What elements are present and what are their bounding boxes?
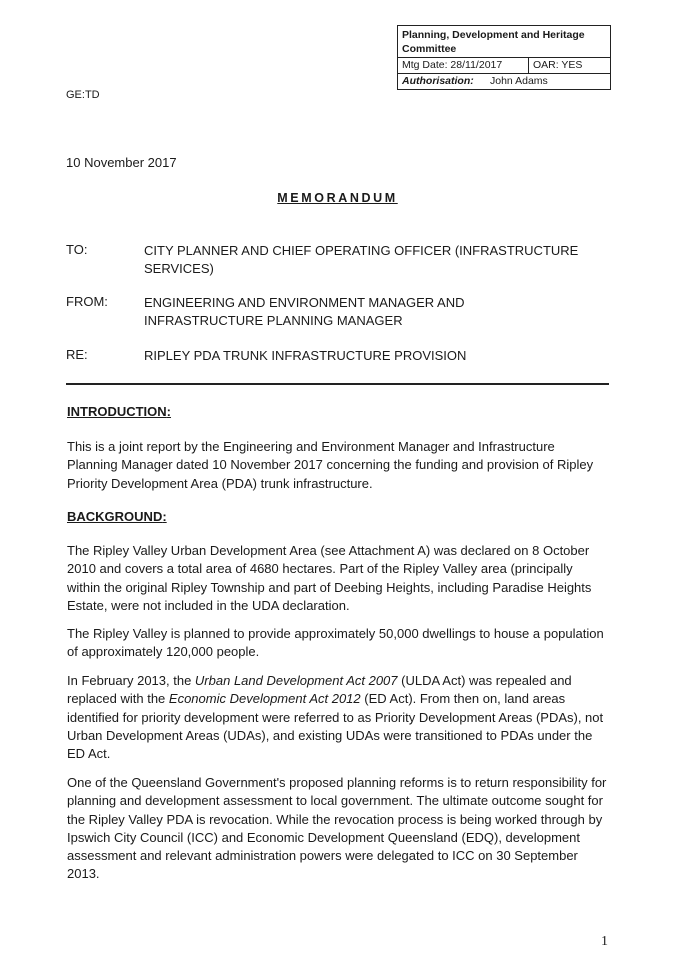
background-paragraph-3: [67, 672, 607, 763]
background-paragraph-4: One of the Queensland Government's proposed planning reforms is to return responsibility for planning and development assessment to local government. The ultimate outcome sought for the Ripley Valley PDA is revocation. While the revocation process is being worked through by Ipswich City Council (ICC) and Economic Development Queensland (EDQ), development assessment and relevant administration powers were delegated to ICC on 30 September 2013.: [67, 775, 607, 882]
from-value: ENGINEERING AND ENVIRONMENT MANAGER AND INFRASTRUCTURE PLANNING MANAGER: [144, 295, 465, 328]
p3-act-1: Urban Land Development Act 2007: [194, 673, 398, 688]
re-value: RIPLEY PDA TRUNK INFRASTRUCTURE PROVISION: [144, 348, 467, 363]
memo-title-text: MEMORANDUM: [277, 191, 398, 205]
background-heading-text: BACKGROUND: [67, 509, 163, 524]
re-label: RE:: [66, 347, 88, 362]
meeting-date: Mtg Date: 28/11/2017: [398, 58, 529, 73]
oar-status: OAR: YES: [533, 59, 583, 71]
divider-rule: [66, 383, 609, 385]
p3-text-a: In February 2013, the: [67, 673, 195, 688]
reference-code: GE:TD: [66, 89, 100, 101]
page-number: 1: [601, 934, 608, 949]
authorisation-name: John Adams: [490, 75, 548, 87]
to-value: CITY PLANNER AND CHIEF OPERATING OFFICER (INFRASTRUCTURE SERVICES): [144, 243, 579, 276]
p3-text-c: (ED Act). From then on, land areas identified for priority development were referred to as Priority Development Areas (PDAs), not Urban Development Areas (UDAs), and existing UDAs were transitioned to PDAs under the ED Act.: [67, 691, 604, 762]
introduction-paragraph: This is a joint report by the Engineering and Environment Manager and Infrastructure Planning Manager dated 10 November 2017 concerning the funding and provision of Ripley Priority Development Area (PDA) trunk infrastructure.: [67, 439, 594, 491]
to-label: TO:: [66, 242, 88, 257]
authorisation-label: Authorisation:: [402, 75, 474, 87]
p3-act-2: Economic Development Act 2012: [168, 691, 361, 707]
background-heading: BACKGROUND:: [67, 509, 167, 524]
committee-name: Planning, Development and Heritage Committee: [402, 29, 585, 55]
introduction-heading: INTRODUCTION:: [67, 404, 172, 419]
background-paragraph-1: The Ripley Valley Urban Development Area (see Attachment A) was declared on 8 October 2010 and covers a total area of 4680 hectares. Part of the Ripley Valley area (principally within the original Ripley Township and part of Deebing Heights, including Paradise Heights Estate, were not included in the UDA declaration.: [67, 543, 592, 613]
memo-title: [0, 190, 675, 205]
background-paragraph-2: The Ripley Valley is planned to provide approximately 50,000 dwellings to house a population of approximately 120,000 people.: [67, 626, 604, 660]
introduction-heading-text: INTRODUCTION: [67, 404, 167, 419]
memo-date: 10 November 2017: [66, 155, 177, 170]
from-label: FROM:: [66, 294, 108, 309]
p3-text-b: (ULDA Act) was repealed and replaced with the: [67, 673, 572, 707]
committee-header-box: [397, 25, 611, 90]
